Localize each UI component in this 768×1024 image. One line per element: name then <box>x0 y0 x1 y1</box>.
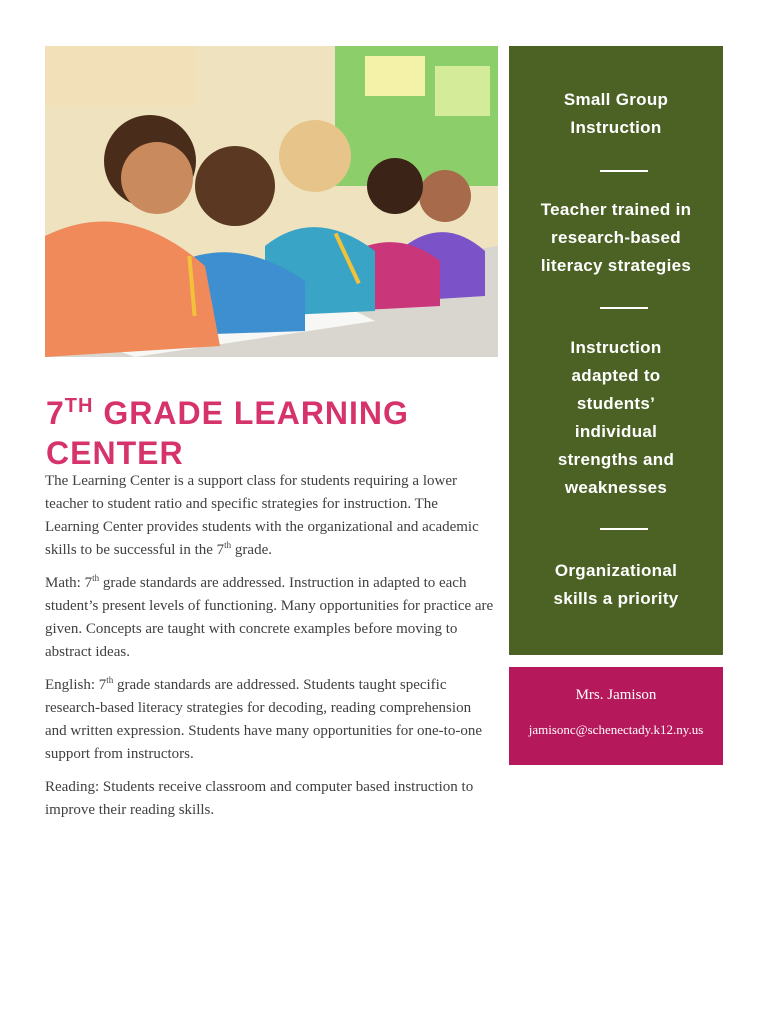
title-ordinal: TH <box>64 395 94 417</box>
intro-paragraph: The Learning Center is a support class for students requiring a lower teacher to student ratio and specific strategies for instruction. The Learning Center provides students with the organizational and academic skills to be successful in the 7th grade. <box>45 473 479 558</box>
feature-teacher-trained: Teacher trained in research-based literacy strategies <box>540 200 692 275</box>
feature-organizational-skills: Organizational skills a priority <box>553 561 679 608</box>
contact-email[interactable]: jamisonc@schenectady.k12.ny.us <box>528 722 704 737</box>
feature-small-group: Small Group Instruction <box>563 90 669 137</box>
page-title: 7TH GRADE LEARNING CENTER <box>46 395 409 471</box>
contact-name: Mrs. Jamison <box>575 687 657 703</box>
body-text <box>45 470 495 832</box>
features-panel <box>509 46 723 655</box>
students-writing-photo <box>45 46 498 357</box>
feature-instruction-adapted: Instruction adapted to students’ individual strengths and weaknesses <box>557 338 675 497</box>
reading-paragraph: Reading: Students receive classroom and computer based instruction to improve their reading skills. <box>45 779 474 818</box>
feature-divider <box>600 528 648 530</box>
math-paragraph: Math: 7th grade standards are addressed. Instruction in adapted to each student’s present levels of functioning. Many opportunities for practice are given. Concepts are taught with concrete examples before moving to abstract ideas. <box>45 573 494 660</box>
english-paragraph: English: 7th grade standards are addressed. Students taught specific research-based literacy strategies for decoding, reading comprehension and written expression. Students have many opportunities for one-to-one support from instructors. <box>45 675 482 762</box>
contact-panel <box>509 667 723 765</box>
feature-divider <box>600 170 648 172</box>
feature-divider <box>600 307 648 309</box>
